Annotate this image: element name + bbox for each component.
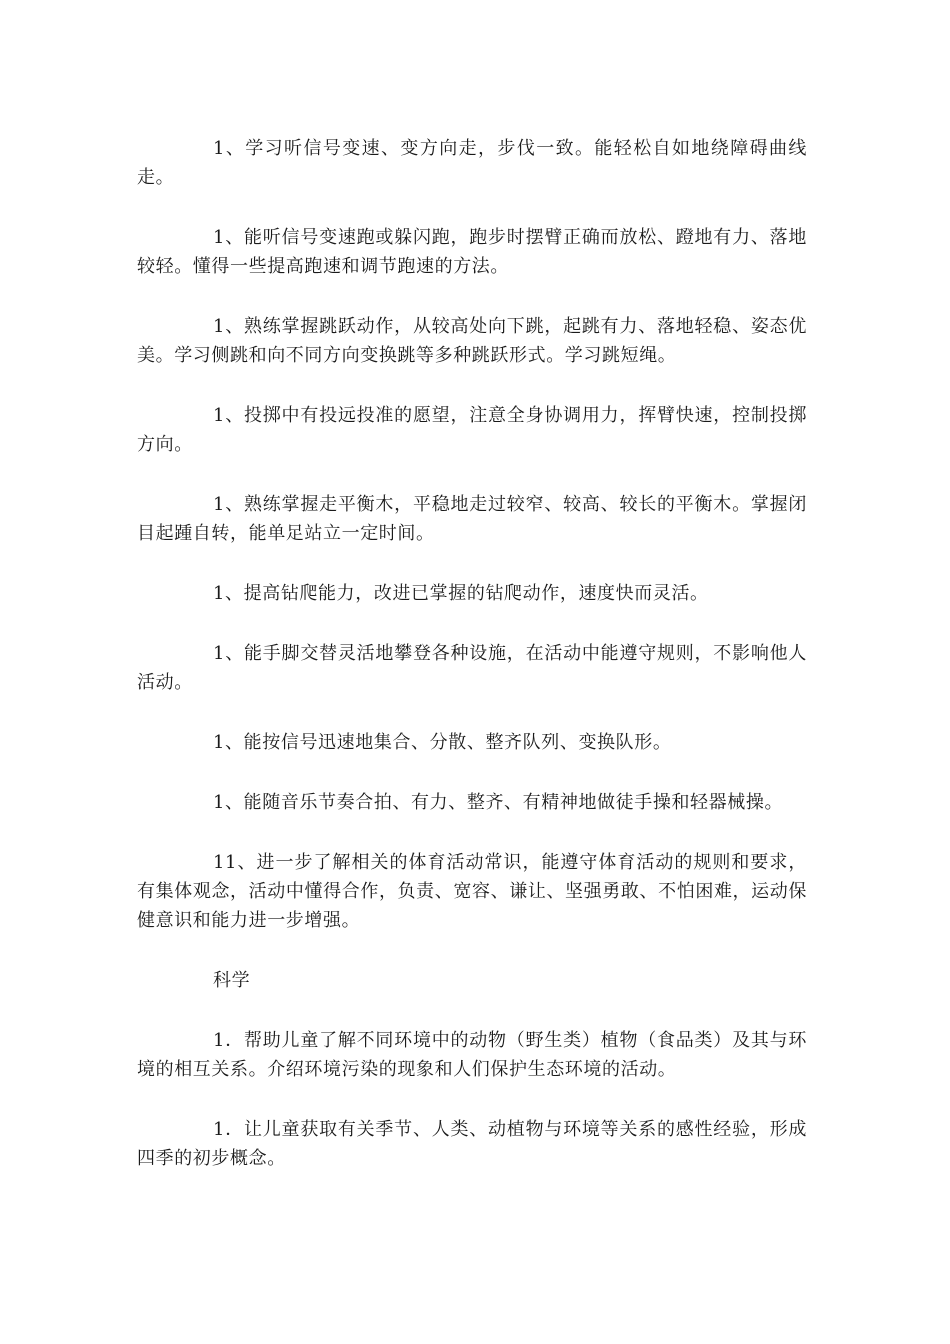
paragraph-throwing: 1、投掷中有投远投准的愿望，注意全身协调用力，挥臂快速，控制投掷方向。 — [137, 405, 807, 455]
paragraph-exercises: 1、能随音乐节奏合拍、有力、整齐、有精神地做徒手操和轻器械操。 — [213, 792, 784, 813]
paragraph-formation: 1、能按信号迅速地集合、分散、整齐队列、变换队形。 — [213, 732, 672, 753]
paragraph-jumping: 1、熟练掌握跳跃动作，从较高处向下跳，起跳有力、落地轻稳、姿态优美。学习侧跳和向不同方向变换跳等多种跳跃形式。学习跳短绳。 — [137, 316, 807, 366]
paragraph-crawling: 1、提高钻爬能力，改进已掌握的钻爬动作，速度快而灵活。 — [213, 583, 709, 604]
paragraph-walking: 1、学习听信号变速、变方向走，步伐一致。能轻松自如地绕障碍曲线走。 — [137, 138, 807, 188]
paragraph-climbing: 1、能手脚交替灵活地攀登各种设施，在活动中能遵守规则，不影响他人活动。 — [137, 643, 807, 693]
section-heading-science: 科学 — [213, 970, 251, 991]
paragraph-running: 1、能听信号变速跑或躲闪跑，跑步时摆臂正确而放松、蹬地有力、落地较轻。懂得一些提高跑速和调节跑速的方法。 — [137, 227, 807, 277]
document-body — [137, 134, 807, 1204]
paragraph-seasons: 1．让儿童获取有关季节、人类、动植物与环境等关系的感性经验，形成四季的初步概念。 — [137, 1119, 807, 1169]
paragraph-environment: 1．帮助儿童了解不同环境中的动物（野生类）植物（食品类）及其与环境的相互关系。介绍环境污染的现象和人们保护生态环境的活动。 — [137, 1030, 807, 1080]
paragraph-balance-beam: 1、熟练掌握走平衡木，平稳地走过较窄、较高、较长的平衡木。掌握闭目起踵自转，能单足站立一定时间。 — [137, 494, 807, 544]
paragraph-sports-knowledge: 11、进一步了解相关的体育活动常识，能遵守体育活动的规则和要求，有集体观念，活动中懂得合作，负责、宽容、谦让、坚强勇敢、不怕困难，运动保健意识和能力进一步增强。 — [137, 852, 807, 931]
